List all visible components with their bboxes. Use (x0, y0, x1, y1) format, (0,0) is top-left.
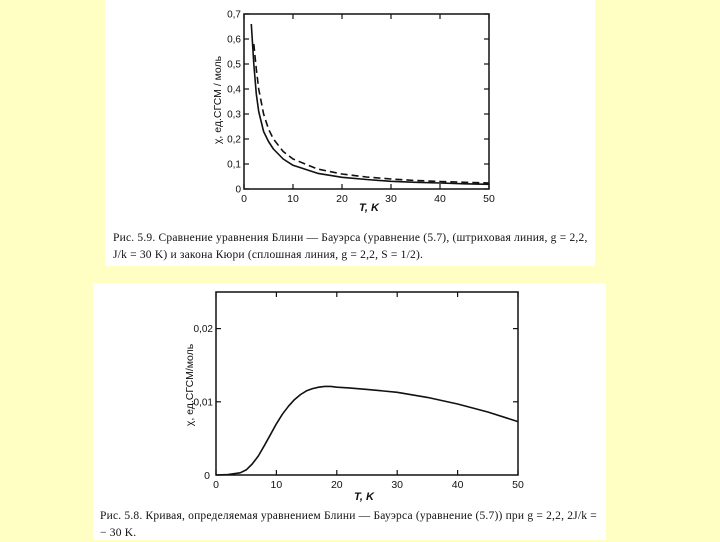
y-tick-label: 0,2 (227, 134, 241, 146)
x-tick-label: 30 (391, 479, 404, 491)
x-tick-label: 30 (385, 193, 397, 205)
chart-fig-5-8 (184, 292, 524, 503)
y-tick-label: 0,6 (227, 34, 241, 46)
series-line-solid (216, 386, 518, 475)
plot-frame (216, 292, 518, 475)
y-tick-label: 0,7 (227, 9, 241, 21)
x-axis-label: T, K (354, 491, 374, 503)
x-tick-label: 50 (483, 193, 495, 205)
x-tick-label: 20 (330, 479, 343, 491)
series-line-solid (251, 24, 489, 184)
x-tick-label: 0 (213, 479, 219, 491)
x-tick-label: 10 (287, 193, 299, 205)
plot-frame (244, 14, 489, 189)
x-tick-label: 40 (434, 193, 446, 205)
y-axis-label: χ, ед.СГСМ / моль (212, 55, 224, 145)
x-tick-label: 40 (451, 479, 464, 491)
y-axis-label: χ, ед.СГСМ/моль (184, 343, 196, 427)
y-tick-label: 0 (235, 184, 241, 196)
caption-fig-5-9: Рис. 5.9. Сравнение уравнения Блини — Бауэрса (уравнение (5.7), (штриховая линия, g = 2,2, J/k = 30 K) и закона Кюри (сплошная линия, g = 2,2, S = 1/2). (113, 232, 588, 261)
y-zero-label: 0 (204, 470, 210, 482)
chart-fig-5-9 (212, 10, 495, 215)
x-axis-label: T, K (359, 202, 379, 214)
y-tick-label: 0,02 (193, 324, 213, 336)
caption-fig-5-8: Рис. 5.8. Кривая, определяемая уравнением Блини — Бауэрса (уравнение (5.7)) при g = 2,2, 2J/k = − 30 K. (100, 510, 597, 539)
x-tick-label: 50 (512, 479, 524, 491)
y-tick-label: 0,01 (193, 397, 213, 409)
y-tick-label: 0,5 (227, 59, 241, 71)
x-tick-label: 20 (336, 193, 348, 205)
y-tick-label: 0,4 (227, 84, 241, 96)
y-tick-label: 0,3 (227, 109, 241, 121)
y-tick-label: 0,1 (227, 159, 241, 171)
x-tick-label: 10 (270, 479, 283, 491)
x-tick-label: 0 (241, 193, 247, 205)
